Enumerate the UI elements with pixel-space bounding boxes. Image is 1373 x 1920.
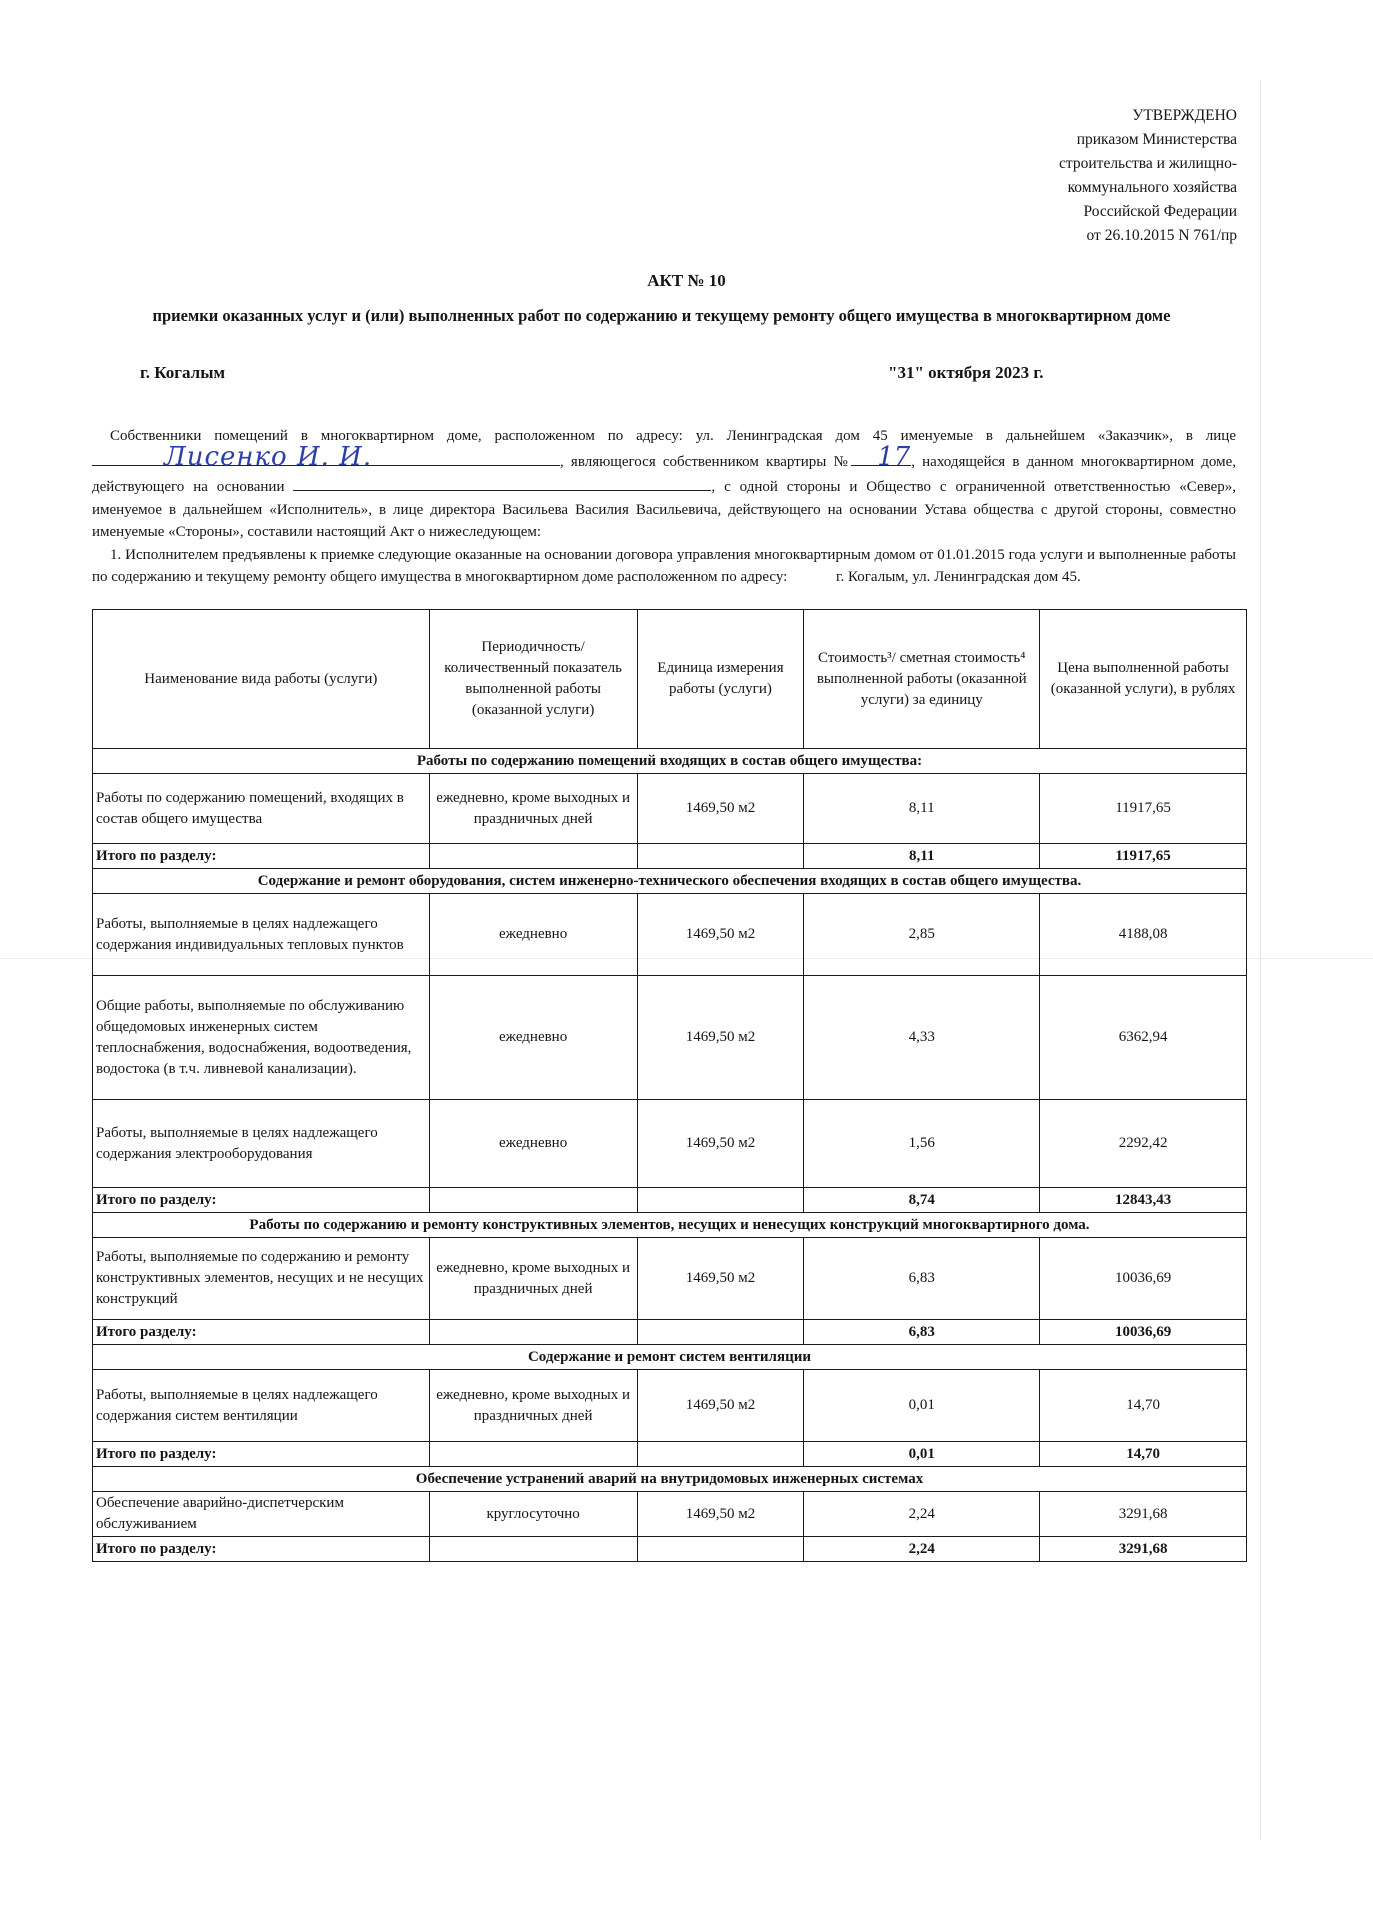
work-unit: 1469,50 м2 <box>637 1370 804 1442</box>
total-cost: 8,11 <box>804 844 1040 869</box>
handwritten-name: Лисенко И. И. <box>164 442 373 472</box>
empty-cell <box>637 1188 804 1213</box>
work-cost: 8,11 <box>804 774 1040 844</box>
work-cost: 2,24 <box>804 1492 1040 1537</box>
work-unit: 1469,50 м2 <box>637 1492 804 1537</box>
work-period: ежедневно, кроме выходных и праздничных дней <box>429 774 637 844</box>
empty-cell <box>429 1188 637 1213</box>
empty-cell <box>637 1320 804 1345</box>
apartment-number-field <box>851 442 911 472</box>
section-title: Содержание и ремонт оборудования, систем инженерно-технического обеспечения входящих в состав общего имущества. <box>93 869 1247 894</box>
approval-line: строительства и жилищно- <box>1059 155 1237 172</box>
section-title-row <box>93 1467 1247 1492</box>
empty-cell <box>637 844 804 869</box>
work-cost: 6,83 <box>804 1238 1040 1320</box>
section-title: Содержание и ремонт систем вентиляции <box>93 1345 1247 1370</box>
work-price: 6362,94 <box>1040 976 1247 1100</box>
work-period: ежедневно, кроме выходных и праздничных дней <box>429 1238 637 1320</box>
table-row <box>93 1370 1247 1442</box>
total-price: 10036,69 <box>1040 1320 1247 1345</box>
header-cell: Периодичность/ количественный показатель выполненной работы (оказанной услуги) <box>429 610 637 749</box>
table-row <box>93 1238 1247 1320</box>
work-name: Работы, выполняемые по содержанию и ремонту конструктивных элементов, несущих и не несущих конструкций <box>93 1238 430 1320</box>
work-unit: 1469,50 м2 <box>637 1100 804 1188</box>
act-date: "31" октября 2023 г. <box>888 363 1044 382</box>
intro-address: г. Когалым, ул. Ленинградская дом 45. <box>836 569 1081 585</box>
work-price: 10036,69 <box>1040 1238 1247 1320</box>
intro-part-d: , с одной стороны и Общество с ограниченной ответственностью «Север», именуемое в дальнейшем «Исполнитель», в лице директора Васильева Василия Васильевича, действующего на основании Устава общества с другой стороны, совместно именуемые «Стороны», составили настоящий Акт о нижеследующем: <box>92 479 1237 540</box>
section-title: Работы по содержанию и ремонту конструктивных элементов, несущих и ненесущих конструкций многоквартирного дома. <box>93 1213 1247 1238</box>
work-name: Работы, выполняемые в целях надлежащего содержания индивидуальных тепловых пунктов <box>93 894 430 976</box>
work-name: Обеспечение аварийно-диспетчерским обслуживанием <box>93 1492 430 1537</box>
total-cost: 0,01 <box>804 1442 1040 1467</box>
section-title-row <box>93 1213 1247 1238</box>
empty-cell <box>429 1537 637 1562</box>
work-period: ежедневно <box>429 976 637 1100</box>
act-title: АКТ № 10 <box>647 271 726 290</box>
approval-block <box>877 104 1237 248</box>
work-period: ежедневно, кроме выходных и праздничных дней <box>429 1370 637 1442</box>
empty-cell <box>637 1442 804 1467</box>
representative-name-field <box>92 442 560 472</box>
approval-line: приказом Министерства <box>1076 131 1237 148</box>
table-row <box>93 1492 1247 1537</box>
section-total-row <box>93 1320 1247 1345</box>
total-label: Итого по разделу: <box>93 844 430 869</box>
work-price: 14,70 <box>1040 1370 1247 1442</box>
intro-part-a: Собственники помещений в многоквартирном доме, расположенном по адресу: ул. Ленинградская дом 45 именуемые в дальнейшем «Заказчик», в лице <box>110 428 1236 444</box>
header-cell: Наименование вида работы (услуги) <box>93 610 430 749</box>
work-unit: 1469,50 м2 <box>637 894 804 976</box>
work-price: 2292,42 <box>1040 1100 1247 1188</box>
work-cost: 4,33 <box>804 976 1040 1100</box>
work-unit: 1469,50 м2 <box>637 976 804 1100</box>
table-row <box>93 1100 1247 1188</box>
approval-line: от 26.10.2015 N 761/пр <box>1086 227 1237 244</box>
work-price: 3291,68 <box>1040 1492 1247 1537</box>
total-cost: 2,24 <box>804 1537 1040 1562</box>
total-price: 12843,43 <box>1040 1188 1247 1213</box>
total-label: Итого по разделу: <box>93 1188 430 1213</box>
section-title: Обеспечение устранений аварий на внутридомовых инженерных системах <box>93 1467 1247 1492</box>
section-title-row <box>93 1345 1247 1370</box>
approval-line: УТВЕРЖДЕНО <box>1132 107 1237 124</box>
work-name: Общие работы, выполняемые по обслуживанию общедомовых инженерных систем теплоснабжения, водоснабжения, водоотведения, водостока (в т.ч. ливневой канализации). <box>93 976 430 1100</box>
work-unit: 1469,50 м2 <box>637 1238 804 1320</box>
work-name: Работы, выполняемые в целях надлежащего содержания систем вентиляции <box>93 1370 430 1442</box>
works-table <box>92 609 1247 1562</box>
section-total-row <box>93 1188 1247 1213</box>
intro-paragraph-2 <box>92 544 1236 589</box>
section-title: Работы по содержанию помещений входящих в состав общего имущества: <box>93 749 1247 774</box>
empty-cell <box>429 844 637 869</box>
intro-part-c: , находящейся в данном многоквартирном доме, действующего на основании <box>92 453 1236 495</box>
work-unit: 1469,50 м2 <box>637 774 804 844</box>
table-header-row <box>93 610 1247 749</box>
intro-paragraph-1 <box>92 425 1236 544</box>
section-total-row <box>93 1537 1247 1562</box>
header-cell: Стоимость³/ сметная стоимость⁴ выполненной работы (оказанной услуги) за единицу <box>804 610 1040 749</box>
work-period: круглосуточно <box>429 1492 637 1537</box>
work-price: 4188,08 <box>1040 894 1247 976</box>
work-cost: 2,85 <box>804 894 1040 976</box>
work-period: ежедневно <box>429 894 637 976</box>
table-row <box>93 774 1247 844</box>
total-cost: 8,74 <box>804 1188 1040 1213</box>
city-label: г. Когалым <box>140 363 226 382</box>
header-cell: Единица измерения работы (услуги) <box>637 610 804 749</box>
act-subtitle: приемки оказанных услуг и (или) выполненных работ по содержанию и текущему ремонту общего имущества в многоквартирном доме <box>152 306 1171 325</box>
work-cost: 1,56 <box>804 1100 1040 1188</box>
total-label: Итого разделу: <box>93 1320 430 1345</box>
total-cost: 6,83 <box>804 1320 1040 1345</box>
table-row <box>93 894 1247 976</box>
work-price: 11917,65 <box>1040 774 1247 844</box>
approval-line: Российской Федерации <box>1083 203 1237 220</box>
handwritten-apartment: 17 <box>877 442 911 472</box>
total-price: 14,70 <box>1040 1442 1247 1467</box>
table-row <box>93 976 1247 1100</box>
intro-text <box>92 425 1236 589</box>
intro-part-b: , являющегося собственником квартиры № <box>560 453 852 470</box>
approval-line: коммунального хозяйства <box>1067 179 1237 196</box>
empty-cell <box>429 1442 637 1467</box>
intro-part-p2: 1. Исполнителем предъявлены к приемке следующие оказанные на основании договора управления многоквартирным домом от 01.01.2015 года услуги и выполненные работы по содержанию и текущему ремонту общего имущества в многоквартирном доме расположенном по адресу: <box>92 546 1236 585</box>
total-label: Итого по разделу: <box>93 1442 430 1467</box>
section-title-row <box>93 749 1247 774</box>
basis-field <box>293 473 711 491</box>
header-cell: Цена выполненной работы (оказанной услуги), в рублях <box>1040 610 1247 749</box>
total-price: 11917,65 <box>1040 844 1247 869</box>
work-period: ежедневно <box>429 1100 637 1188</box>
scan-fold-line <box>1260 80 1261 1840</box>
work-cost: 0,01 <box>804 1370 1040 1442</box>
total-price: 3291,68 <box>1040 1537 1247 1562</box>
section-title-row <box>93 869 1247 894</box>
empty-cell <box>429 1320 637 1345</box>
total-label: Итого по разделу: <box>93 1537 430 1562</box>
empty-cell <box>637 1537 804 1562</box>
work-name: Работы по содержанию помещений, входящих в состав общего имущества <box>93 774 430 844</box>
section-total-row <box>93 844 1247 869</box>
section-total-row <box>93 1442 1247 1467</box>
work-name: Работы, выполняемые в целях надлежащего содержания электрооборудования <box>93 1100 430 1188</box>
